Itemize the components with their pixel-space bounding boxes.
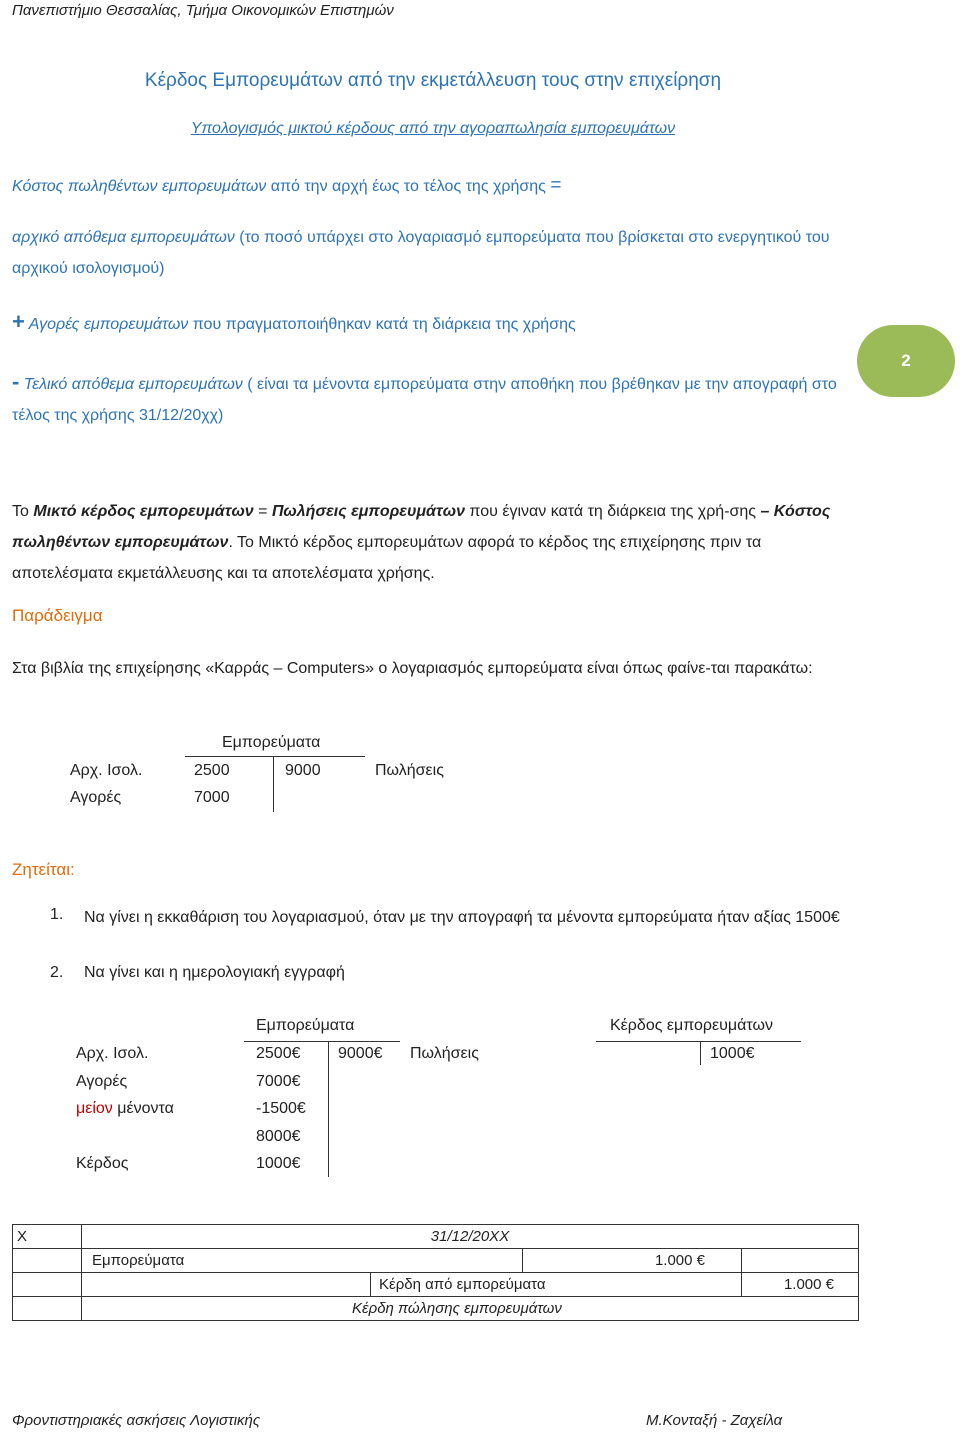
table-row [13,1297,859,1321]
t-row-debit: 2500 [194,762,230,779]
journal-debit-amount: 1.000 € [523,1249,742,1273]
t-row-label: Αγορές [76,1073,128,1090]
t-row-label [76,1100,174,1118]
minus-word: μείον [76,1100,113,1117]
table-row [13,1249,859,1273]
page-subtitle: Υπολογισμός μικτού κέρδους από την αγοραπωλησία εμπορευμάτων [190,120,676,137]
t-account-title: Κέρδος εμπορευμάτων [610,1017,773,1034]
gross-term-2: Πωλήσεις εμπορευμάτων [271,503,465,520]
t-row-debit: -1500€ [256,1100,306,1117]
minus-sign: - [12,369,20,394]
opening-term: αρχικό απόθεμα εμπορευμάτων [12,229,235,246]
journal-debit-account: Εμπορεύματα [82,1249,523,1273]
t-account-top-line [596,1041,801,1042]
t-row-debit: 1000€ [256,1155,301,1172]
t-account-top-line [244,1041,400,1042]
gross-p2: = [253,503,272,520]
cost-eq: = [550,175,562,196]
t-row-credit: 9000 [285,762,321,779]
page-title: Κέρδος Εμπορευμάτων από την εκμετάλλευση τους στην επιχείρηση [144,70,722,91]
opening-rest: (το ποσό υπάρχει στο λογαριασμό εμπορεύματα που βρίσκεται στο ενεργητικού του αρχικού ισολογισμού) [12,229,830,277]
purchases-term: Αγορές εμπορευμάτων [24,316,189,333]
t-row-credit: 9000€ [338,1045,383,1062]
cost-term: Κόστος πωληθέντων εμπορευμάτων [12,178,267,195]
cost-line [12,170,862,202]
t-account-mid-line [700,1041,701,1065]
purchases-rest: που πραγματοποιήθηκαν κατά τη διάρκεια της χρήσης [188,316,576,333]
t-row-label: Αρχ. Ισολ. [76,1045,149,1062]
task-number: 1. [50,906,64,923]
journal-date: 31/12/20ΧΧ [82,1225,859,1249]
t-row-label: Κέρδος [76,1155,129,1172]
footer-authors: Μ.Κονταξή - Ζαχείλα [646,1412,783,1429]
t-row-label: Αγορές [70,789,122,806]
footer-course: Φροντιστηριακές ασκήσεις Λογιστικής [12,1412,261,1429]
t-row-debit: 7000 [194,789,230,806]
table-row [13,1225,859,1249]
t-row-label: Αρχ. Ισολ. [70,762,143,779]
journal-credit-account: Κέρδη από εμπορεύματα [371,1273,742,1297]
t-row-credit: 1000€ [710,1045,755,1062]
t-account-mid-line [328,1041,329,1177]
journal-narration: Κέρδη πώλησης εμπορευμάτων [82,1297,859,1321]
table-cell [13,1249,82,1273]
plus-sign: + [12,309,25,334]
remaining-word: μένοντα [112,1100,174,1117]
journal-credit-amount: 1.000 € [742,1273,859,1297]
example-text: Στα βιβλία της επιχείρησης «Καρράς – Computers» ο λογαριασμός εμπορεύματα είναι όπως φαίνε-ται παρακάτω: [12,660,813,677]
cost-rest: από την αρχή έως το τέλος της χρήσης [266,178,551,195]
t-account-mid-line [273,756,274,812]
gross-profit-paragraph [12,496,857,589]
gross-p1: Το [12,503,34,520]
t-account-top-line [185,756,365,757]
t-account-title: Εμπορεύματα [256,1017,355,1034]
opening-stock-paragraph [12,222,862,284]
page-header: Πανεπιστήμιο Θεσσαλίας, Τμήμα Οικονομικών Επιστημών [12,2,394,19]
gross-p3: που έγιναν κατά τη διάρκεια της χρή-σης [464,503,761,520]
closing-rest: ( είναι τα μένοντα εμπορεύματα στην αποθήκη που βρέθηκαν με την απογραφή στο τέλος της χρήσης 31/12/20χχ) [12,376,837,424]
gross-p4: . Το Μικτό κέρδος εμπορευμάτων αφορά το κέρδος της επιχείρησης πριν τα αποτελέσματα εκμετάλλευσης και τα αποτελέσματα χρήσης. [12,534,762,582]
task-number: 2. [50,964,64,981]
t-row-credit-label: Πωλήσεις [375,762,444,779]
table-cell [13,1297,82,1321]
table-row [13,1273,859,1297]
table-cell [13,1273,82,1297]
required-heading: Ζητείται: [12,860,75,879]
closing-stock-paragraph [12,366,857,431]
table-cell [742,1249,859,1273]
example-heading: Παράδειγμα [12,606,103,625]
task-text: Να γίνει και η ημερολογιακή εγγραφή [84,964,345,981]
closing-term: Τελικό απόθεμα εμπορευμάτων [19,376,243,393]
t-account-title: Εμπορεύματα [222,734,321,751]
journal-col-x: Χ [13,1225,82,1249]
purchases-line [12,306,862,340]
t-row-debit: 8000€ [256,1128,301,1145]
gross-term-1: Μικτό κέρδος εμπορευμάτων [33,503,254,520]
table-cell [82,1273,371,1297]
task-text: Να γίνει η εκκαθάριση του λογαριασμού, όταν με την απογραφή τα μένοντα εμπορεύματα ήταν αξίας 1500€ [84,909,840,926]
gross-term-3: – Κόστος πωληθέντων εμπορευμάτων [12,503,831,551]
t-row-credit-label: Πωλήσεις [410,1045,479,1062]
t-row-debit: 7000€ [256,1073,301,1090]
t-row-debit: 2500€ [256,1045,301,1062]
page-number-badge: 2 [857,325,955,397]
journal-entry-table [12,1224,859,1321]
